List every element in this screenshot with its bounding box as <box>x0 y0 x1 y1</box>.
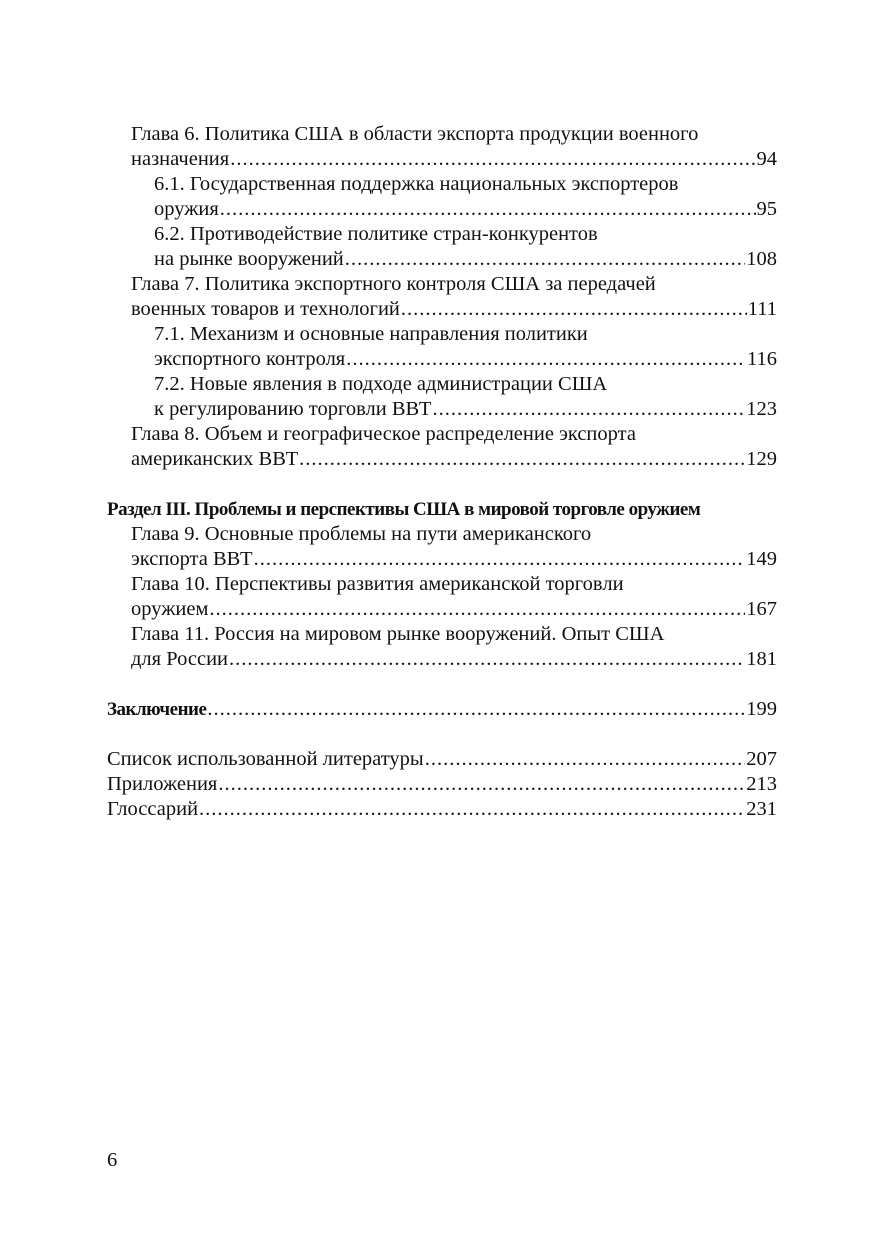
toc-entry-title-cont: для России <box>131 648 229 670</box>
toc-page-number: 129 <box>746 448 777 470</box>
toc-entry-title-cont: американских ВВТ <box>131 448 299 470</box>
toc-entry-title: Заключение <box>107 699 207 720</box>
dot-leader <box>432 397 745 422</box>
toc-entry-title-cont: оружием <box>131 598 209 620</box>
toc-entry-section-6-2[interactable] <box>107 222 777 272</box>
dot-leader <box>346 347 746 372</box>
toc-entry-title-cont: экспорта ВВТ <box>131 548 253 570</box>
toc-entry-title: Глава 6. Политика США в области экспорта продукции военного <box>131 123 699 145</box>
toc-entry-title: Приложения <box>107 773 218 795</box>
toc-entry-title-cont: оружия <box>154 198 219 220</box>
toc-page-number: 199 <box>746 698 777 720</box>
dot-leader <box>345 247 745 272</box>
dot-leader <box>230 147 755 172</box>
toc-entry-references[interactable] <box>107 747 777 772</box>
dot-leader <box>401 297 747 322</box>
toc-entry-chapter-9[interactable] <box>107 522 777 572</box>
toc-page-number: 111 <box>747 298 777 320</box>
toc-entry-title: 7.1. Механизм и основные направления политики <box>154 323 588 345</box>
dot-leader <box>299 447 745 472</box>
toc-entry-glossary[interactable] <box>107 797 777 822</box>
dot-leader <box>229 647 745 672</box>
dot-leader <box>220 197 756 222</box>
toc-page-number: 116 <box>747 348 777 370</box>
toc-entry-title-cont: военных товаров и технологий <box>131 298 400 320</box>
toc-section-heading-3[interactable]: Раздел III. Проблемы и перспективы США в мировой торговле оружием <box>107 499 701 520</box>
toc-entry-chapter-7[interactable] <box>107 272 777 322</box>
toc-entry-title-cont: на рынке вооружений <box>154 248 344 270</box>
toc-entry-chapter-6[interactable] <box>107 122 777 172</box>
toc-page-number: 167 <box>746 598 777 620</box>
table-of-contents <box>107 122 777 822</box>
dot-leader <box>425 747 746 772</box>
toc-entry-title-cont: экспортного контроля <box>154 348 346 370</box>
toc-entry-section-7-2[interactable] <box>107 372 777 422</box>
toc-entry-section-7-1[interactable] <box>107 322 777 372</box>
toc-page-number: 123 <box>746 398 777 420</box>
toc-entry-conclusion[interactable] <box>107 697 777 722</box>
toc-page-number: 213 <box>746 773 777 795</box>
dot-leader <box>199 797 745 822</box>
toc-page-number: 108 <box>746 248 777 270</box>
toc-entry-title: 6.1. Государственная поддержка национальных экспортеров <box>154 173 679 195</box>
toc-entry-appendices[interactable] <box>107 772 777 797</box>
dot-leader <box>209 597 745 622</box>
toc-entry-title: Глоссарий <box>107 798 199 820</box>
toc-page-number: 95 <box>756 198 777 220</box>
toc-page-number: 207 <box>746 748 777 770</box>
toc-entry-title: Глава 7. Политика экспортного контроля США за передачей <box>131 273 656 295</box>
toc-entry-title: Список использованной литературы <box>107 748 424 770</box>
toc-page-number: 149 <box>746 548 777 570</box>
toc-entry-section-6-1[interactable] <box>107 172 777 222</box>
dot-leader <box>207 697 745 722</box>
toc-entry-chapter-8[interactable] <box>107 422 777 472</box>
toc-entry-title: Глава 11. Россия на мировом рынке вооружений. Опыт США <box>131 623 665 645</box>
toc-entry-title: Глава 8. Объем и географическое распределение экспорта <box>131 423 636 445</box>
toc-entry-title: Глава 9. Основные проблемы на пути американского <box>131 523 592 545</box>
toc-entry-chapter-11[interactable] <box>107 622 777 672</box>
toc-page-number: 94 <box>756 148 777 170</box>
toc-page-number: 231 <box>746 798 777 820</box>
dot-leader <box>218 772 745 797</box>
toc-page-number: 181 <box>746 648 777 670</box>
page-number: 6 <box>107 1149 118 1171</box>
toc-entry-chapter-10[interactable] <box>107 572 777 622</box>
toc-entry-title: 7.2. Новые явления в подходе администрации США <box>154 373 608 395</box>
toc-entry-title-cont: назначения <box>131 148 230 170</box>
dot-leader <box>254 547 746 572</box>
toc-entry-title: Глава 10. Перспективы развития американской торговли <box>131 573 624 595</box>
toc-entry-title: 6.2. Противодействие политике стран-конкурентов <box>154 223 598 245</box>
toc-entry-title-cont: к регулированию торговли ВВТ <box>154 398 432 420</box>
